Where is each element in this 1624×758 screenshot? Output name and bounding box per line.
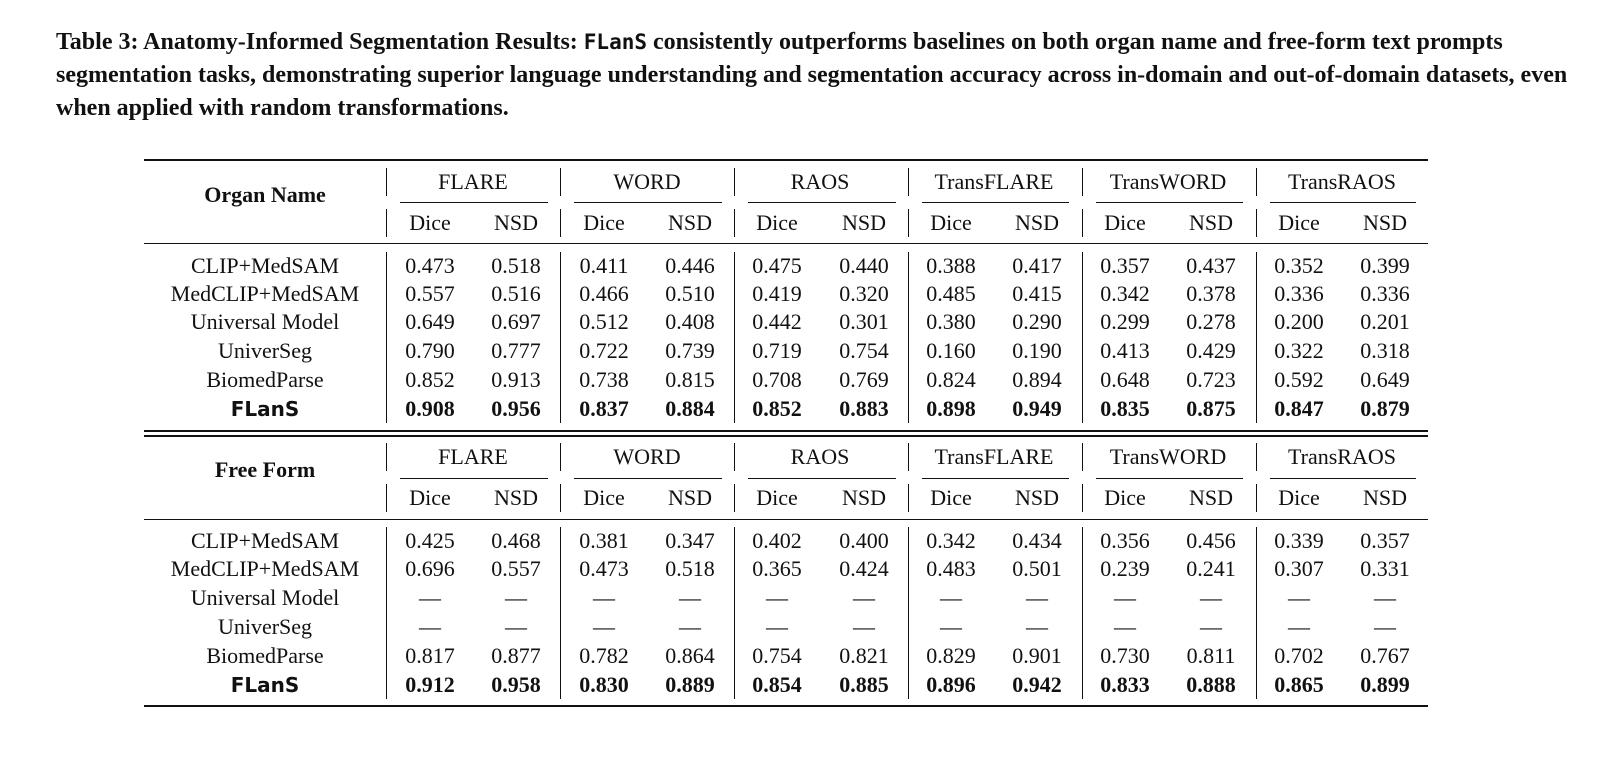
table-cell: 0.425 <box>405 528 455 553</box>
table-cell: 0.854 <box>752 672 802 697</box>
column-separator <box>1256 527 1257 699</box>
column-separator <box>908 168 909 196</box>
caption-label: Table 3: <box>56 29 139 55</box>
column-separator <box>908 484 909 512</box>
caption-method-name: FLanS <box>583 30 647 54</box>
dataset-header: TransFLARE <box>934 169 1054 194</box>
dataset-header: FLARE <box>438 169 508 194</box>
table-cell: 0.456 <box>1186 528 1236 553</box>
top-rule <box>144 159 1428 161</box>
table-cell: 0.413 <box>1100 338 1150 363</box>
table-cell: 0.402 <box>752 528 802 553</box>
table-cell: 0.419 <box>752 281 802 306</box>
table-cell: 0.342 <box>926 528 976 553</box>
table-cell: — <box>853 614 875 639</box>
table-cell: 0.424 <box>839 556 889 581</box>
method-name: CLIP+MedSAM <box>190 253 340 278</box>
method-name: MedCLIP+MedSAM <box>170 281 360 306</box>
table-cell: 0.830 <box>579 672 629 697</box>
method-name: MedCLIP+MedSAM <box>170 556 360 581</box>
column-separator <box>734 484 735 512</box>
dataset-underline <box>574 478 722 479</box>
column-separator <box>1256 209 1257 237</box>
table-cell: 0.722 <box>579 338 629 363</box>
table-cell: 0.949 <box>1012 396 1062 421</box>
header-body-rule <box>144 243 1428 244</box>
table-cell: — <box>766 614 788 639</box>
table-cell: 0.649 <box>1360 367 1410 392</box>
table-cell: 0.864 <box>665 643 715 668</box>
table-cell: 0.510 <box>665 281 715 306</box>
method-name: Universal Model <box>190 309 340 334</box>
table-cell: 0.648 <box>1100 367 1150 392</box>
table-cell: 0.473 <box>405 253 455 278</box>
column-separator <box>734 168 735 196</box>
table-cell: 0.696 <box>405 556 455 581</box>
section-divider-rule <box>144 435 1428 437</box>
table-cell: 0.201 <box>1360 309 1410 334</box>
metric-header: Dice <box>409 210 451 235</box>
table-cell: 0.415 <box>1012 281 1062 306</box>
table-cell: 0.241 <box>1186 556 1236 581</box>
table-cell: 0.879 <box>1360 396 1410 421</box>
table-cell: — <box>1200 585 1222 610</box>
table-cell: 0.852 <box>405 367 455 392</box>
column-separator <box>1082 252 1083 423</box>
table-cell: 0.322 <box>1274 338 1324 363</box>
dataset-underline <box>574 202 722 203</box>
table-cell: — <box>1288 614 1310 639</box>
column-separator <box>560 443 561 471</box>
metric-header: NSD <box>1362 485 1408 510</box>
table-cell: 0.821 <box>839 643 889 668</box>
metric-header: NSD <box>1188 210 1234 235</box>
table-cell: — <box>766 585 788 610</box>
method-name: BiomedParse <box>206 367 324 392</box>
column-separator <box>1082 168 1083 196</box>
column-separator <box>908 252 909 423</box>
column-separator <box>386 527 387 699</box>
section-divider-rule <box>144 430 1428 432</box>
table-cell: 0.847 <box>1274 396 1324 421</box>
table-cell: 0.912 <box>405 672 455 697</box>
table-cell: — <box>1374 614 1396 639</box>
column-separator <box>734 209 735 237</box>
table-cell: 0.331 <box>1360 556 1410 581</box>
metric-header: Dice <box>583 485 625 510</box>
table-cell: 0.913 <box>491 367 541 392</box>
method-name: BiomedParse <box>206 643 324 668</box>
table-cell: 0.829 <box>926 643 976 668</box>
table-cell: — <box>593 614 615 639</box>
column-separator <box>560 168 561 196</box>
table-cell: 0.908 <box>405 396 455 421</box>
table-cell: 0.440 <box>839 253 889 278</box>
column-separator <box>560 484 561 512</box>
table-cell: 0.518 <box>665 556 715 581</box>
metric-header: Dice <box>1278 210 1320 235</box>
table-cell: 0.702 <box>1274 643 1324 668</box>
metric-header: Dice <box>583 210 625 235</box>
dataset-header: TransWORD <box>1109 444 1227 469</box>
column-separator <box>386 168 387 196</box>
table-cell: 0.290 <box>1012 309 1062 334</box>
dataset-header: WORD <box>613 169 681 194</box>
table-cell: 0.357 <box>1100 253 1150 278</box>
table-cell: — <box>679 614 701 639</box>
table-cell: 0.417 <box>1012 253 1062 278</box>
table-cell: 0.708 <box>752 367 802 392</box>
table-cell: — <box>1114 585 1136 610</box>
table-cell: 0.649 <box>405 309 455 334</box>
metric-header: NSD <box>1014 210 1060 235</box>
method-name: UniverSeg <box>217 338 313 363</box>
column-separator <box>1082 484 1083 512</box>
column-separator <box>386 484 387 512</box>
column-separator <box>734 252 735 423</box>
table-cell: 0.883 <box>839 396 889 421</box>
table-cell: 0.833 <box>1100 672 1150 697</box>
table-cell: 0.730 <box>1100 643 1150 668</box>
table-cell: — <box>853 585 875 610</box>
table-cell: 0.877 <box>491 643 541 668</box>
caption-lead: Anatomy-Informed Segmentation Results: <box>138 29 584 55</box>
table-cell: — <box>940 585 962 610</box>
table-cell: 0.501 <box>1012 556 1062 581</box>
table-cell: — <box>1374 585 1396 610</box>
dataset-underline <box>748 478 896 479</box>
table-cell: 0.790 <box>405 338 455 363</box>
table-cell: 0.899 <box>1360 672 1410 697</box>
metric-header: Dice <box>1278 485 1320 510</box>
table-cell: 0.378 <box>1186 281 1236 306</box>
column-separator <box>908 209 909 237</box>
table-cell: 0.875 <box>1186 396 1236 421</box>
table-cell: — <box>1288 585 1310 610</box>
table-cell: 0.278 <box>1186 309 1236 334</box>
table-cell: 0.299 <box>1100 309 1150 334</box>
dataset-header: RAOS <box>790 444 850 469</box>
metric-header: Dice <box>409 485 451 510</box>
table-cell: — <box>1114 614 1136 639</box>
table-cell: 0.769 <box>839 367 889 392</box>
caption-body: consistently outperforms baselines on both organ name and free-form text prompts segmentation tasks, demonstrating superior language understanding and segmentation accuracy across in-domain and out-of-domain datasets, even when applied with random transformations. <box>56 29 1568 121</box>
table-cell: 0.835 <box>1100 396 1150 421</box>
dataset-header: TransRAOS <box>1287 444 1397 469</box>
metric-header: NSD <box>493 485 539 510</box>
table-cell: 0.837 <box>579 396 629 421</box>
table-cell: 0.336 <box>1360 281 1410 306</box>
column-separator <box>1256 484 1257 512</box>
table-cell: 0.190 <box>1012 338 1062 363</box>
column-separator <box>734 527 735 699</box>
table-cell: — <box>1026 585 1048 610</box>
table-cell: 0.318 <box>1360 338 1410 363</box>
dataset-header: TransRAOS <box>1287 169 1397 194</box>
table-cell: 0.473 <box>579 556 629 581</box>
table-cell: 0.388 <box>926 253 976 278</box>
table-cell: 0.485 <box>926 281 976 306</box>
method-name: Universal Model <box>190 585 340 610</box>
table-cell: 0.956 <box>491 396 541 421</box>
table-cell: 0.365 <box>752 556 802 581</box>
table-cell: 0.301 <box>839 309 889 334</box>
table-cell: — <box>505 614 527 639</box>
table-cell: — <box>940 614 962 639</box>
table-cell: 0.399 <box>1360 253 1410 278</box>
table-cell: 0.884 <box>665 396 715 421</box>
table-cell: 0.777 <box>491 338 541 363</box>
table-cell: 0.239 <box>1100 556 1150 581</box>
table-cell: 0.894 <box>1012 367 1062 392</box>
table-cell: — <box>419 614 441 639</box>
dataset-header: WORD <box>613 444 681 469</box>
table-cell: 0.357 <box>1360 528 1410 553</box>
column-separator <box>560 527 561 699</box>
dataset-header: TransWORD <box>1109 169 1227 194</box>
table-cell: 0.889 <box>665 672 715 697</box>
metric-header: NSD <box>841 485 887 510</box>
table-cell: — <box>593 585 615 610</box>
dataset-header: RAOS <box>790 169 850 194</box>
dataset-underline <box>1096 202 1243 203</box>
dataset-underline <box>922 478 1069 479</box>
metric-header: Dice <box>930 485 972 510</box>
table-cell: 0.896 <box>926 672 976 697</box>
table-cell: 0.483 <box>926 556 976 581</box>
table-cell: 0.336 <box>1274 281 1324 306</box>
metric-header: NSD <box>667 210 713 235</box>
column-separator <box>560 252 561 423</box>
column-separator <box>386 443 387 471</box>
table-cell: 0.824 <box>926 367 976 392</box>
table-cell: 0.408 <box>665 309 715 334</box>
column-separator <box>1256 443 1257 471</box>
table-cell: 0.888 <box>1186 672 1236 697</box>
table-cell: 0.381 <box>579 528 629 553</box>
metric-header: Dice <box>1104 485 1146 510</box>
table-cell: 0.901 <box>1012 643 1062 668</box>
table-cell: 0.516 <box>491 281 541 306</box>
table-cell: 0.160 <box>926 338 976 363</box>
table-cell: 0.782 <box>579 643 629 668</box>
table-cell: 0.811 <box>1186 643 1236 668</box>
dataset-underline <box>400 478 548 479</box>
column-separator <box>1082 527 1083 699</box>
column-separator <box>908 527 909 699</box>
column-separator <box>908 443 909 471</box>
method-name: CLIP+MedSAM <box>190 528 340 553</box>
section-title: Free Form <box>214 457 316 482</box>
table-cell: 0.719 <box>752 338 802 363</box>
column-separator <box>560 209 561 237</box>
table-cell: 0.411 <box>579 253 629 278</box>
dataset-header: FLARE <box>438 444 508 469</box>
section-title: Organ Name <box>204 182 326 207</box>
table-cell: 0.739 <box>665 338 715 363</box>
dataset-underline <box>922 202 1069 203</box>
column-separator <box>1256 168 1257 196</box>
table-cell: 0.339 <box>1274 528 1324 553</box>
method-name: FLanS <box>230 673 300 697</box>
column-separator <box>1082 443 1083 471</box>
table-cell: 0.380 <box>926 309 976 334</box>
table-cell: — <box>1200 614 1222 639</box>
column-separator <box>386 209 387 237</box>
column-separator <box>1082 209 1083 237</box>
table-cell: 0.200 <box>1274 309 1324 334</box>
table-cell: 0.815 <box>665 367 715 392</box>
table-cell: 0.557 <box>491 556 541 581</box>
table-cell: 0.817 <box>405 643 455 668</box>
table-cell: 0.307 <box>1274 556 1324 581</box>
table-cell: 0.352 <box>1274 253 1324 278</box>
table-cell: 0.342 <box>1100 281 1150 306</box>
dataset-underline <box>1270 202 1416 203</box>
table-cell: 0.442 <box>752 309 802 334</box>
table-cell: — <box>419 585 441 610</box>
table-cell: 0.592 <box>1274 367 1324 392</box>
table-cell: 0.942 <box>1012 672 1062 697</box>
table-cell: 0.347 <box>665 528 715 553</box>
bottom-rule <box>144 705 1428 707</box>
table-cell: 0.898 <box>926 396 976 421</box>
table-cell: 0.754 <box>752 643 802 668</box>
metric-header: Dice <box>756 210 798 235</box>
metric-header: NSD <box>1188 485 1234 510</box>
metric-header: Dice <box>756 485 798 510</box>
table-cell: 0.767 <box>1360 643 1410 668</box>
metric-header: NSD <box>1014 485 1060 510</box>
table-cell: 0.738 <box>579 367 629 392</box>
column-separator <box>386 252 387 423</box>
table-cell: 0.429 <box>1186 338 1236 363</box>
dataset-underline <box>1096 478 1243 479</box>
table-cell: 0.356 <box>1100 528 1150 553</box>
table-cell: 0.434 <box>1012 528 1062 553</box>
method-name: UniverSeg <box>217 614 313 639</box>
table-cell: 0.723 <box>1186 367 1236 392</box>
table-cell: — <box>1026 614 1048 639</box>
table-cell: 0.865 <box>1274 672 1324 697</box>
table-cell: 0.512 <box>579 309 629 334</box>
method-name: FLanS <box>230 397 300 421</box>
table-cell: 0.466 <box>579 281 629 306</box>
table-cell: 0.468 <box>491 528 541 553</box>
column-separator <box>734 443 735 471</box>
table-cell: 0.557 <box>405 281 455 306</box>
metric-header: NSD <box>841 210 887 235</box>
dataset-underline <box>1270 478 1416 479</box>
table-cell: 0.518 <box>491 253 541 278</box>
table-cell: 0.400 <box>839 528 889 553</box>
dataset-header: TransFLARE <box>934 444 1054 469</box>
table-cell: 0.958 <box>491 672 541 697</box>
table-cell: 0.475 <box>752 253 802 278</box>
dataset-underline <box>748 202 896 203</box>
table-cell: 0.697 <box>491 309 541 334</box>
table-cell: — <box>679 585 701 610</box>
table-cell: — <box>505 585 527 610</box>
dataset-underline <box>400 202 548 203</box>
table-cell: 0.885 <box>839 672 889 697</box>
metric-header: Dice <box>930 210 972 235</box>
table-cell: 0.852 <box>752 396 802 421</box>
table-cell: 0.437 <box>1186 253 1236 278</box>
table-cell: 0.446 <box>665 253 715 278</box>
header-body-rule <box>144 519 1428 520</box>
metric-header: NSD <box>667 485 713 510</box>
column-separator <box>1256 252 1257 423</box>
table-cell: 0.320 <box>839 281 889 306</box>
metric-header: Dice <box>1104 210 1146 235</box>
metric-header: NSD <box>1362 210 1408 235</box>
metric-header: NSD <box>493 210 539 235</box>
table-cell: 0.754 <box>839 338 889 363</box>
